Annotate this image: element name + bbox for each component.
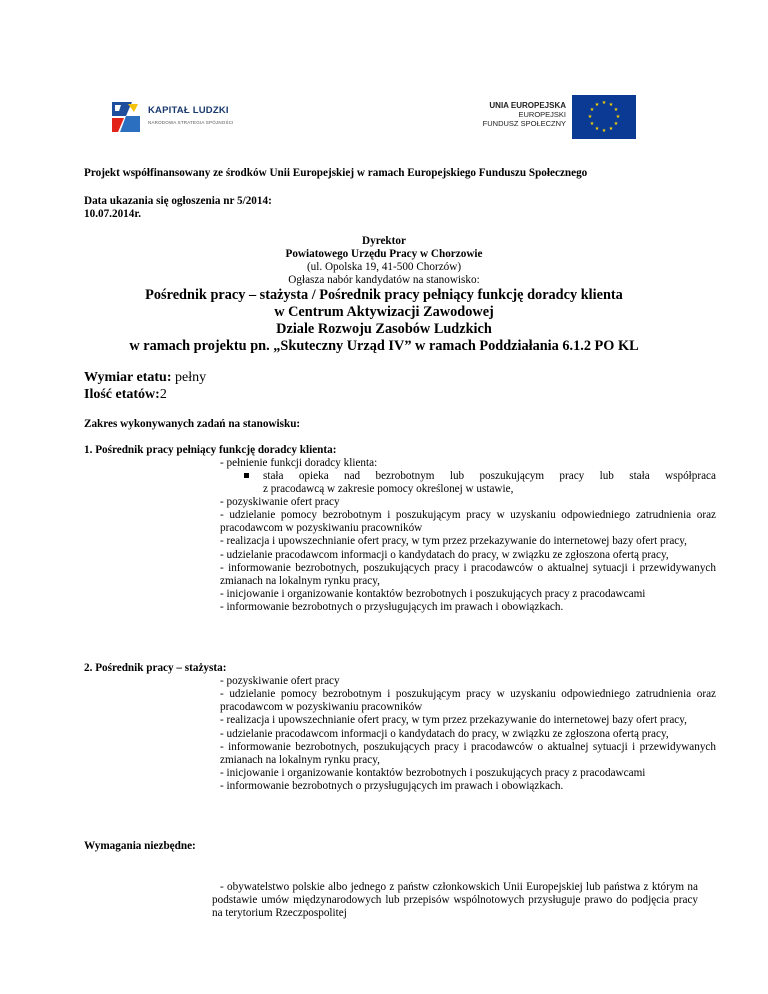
list-item: - udzielanie pomocy bezrobotnym i poszukującym pracy w uzyskaniu odpowiedniego zatrudnienia oraz pracodawcom w pozyskiwaniu pracowników bbox=[220, 688, 716, 714]
list-item: - udzielanie pracodawcom informacji o kandydatach do pracy, w związku ze zgłoszona ofertą pracy, bbox=[220, 727, 669, 740]
section1-item-offers: - pozyskiwanie ofert pracy bbox=[220, 496, 340, 508]
svg-text:★: ★ bbox=[589, 121, 595, 127]
svg-text:★: ★ bbox=[601, 128, 607, 134]
section1-subitem-line2: z pracodawcą w zakresie pomocy określonej w ustawie, bbox=[263, 483, 514, 495]
list-item: - inicjowanie i organizowanie kontaktów bezrobotnych i poszukujących pracy z pracodawcami bbox=[220, 767, 646, 780]
eu-logo-text bbox=[483, 101, 566, 128]
svg-text:★: ★ bbox=[589, 107, 595, 113]
square-bullet-icon bbox=[244, 473, 249, 478]
position-title-line4: w ramach projektu pn. „Skuteczny Urząd IV” w ramach Poddziałania 6.1.2 PO KL bbox=[129, 338, 639, 354]
position-title-line1: Pośrednik pracy – stażysta / Pośrednik pracy pełniący funkcję doradcy klienta bbox=[145, 287, 623, 303]
svg-text:★: ★ bbox=[613, 107, 619, 113]
list-item: - informowanie bezrobotnych, poszukujących pracy i pracodawców o aktualnej sytuacji i przewidywanych zmianach na lokalnym rynku pracy, bbox=[220, 740, 716, 767]
employment-size-label: Wymiar etatu: bbox=[84, 370, 172, 385]
section1-subitem-line1: stała opieka nad bezrobotnym lub poszukującym pracy lub stała współpraca bbox=[263, 470, 716, 482]
requirements-heading: Wymagania niezbędne: bbox=[84, 840, 196, 852]
office-director: Dyrektor bbox=[362, 235, 406, 247]
office-address: (ul. Opolska 19, 41-500 Chorzów) bbox=[306, 261, 462, 273]
position-title-line3: Dziale Rozwoju Zasobów Ludzkich bbox=[276, 321, 492, 337]
employment-count bbox=[84, 387, 167, 403]
eu-flag-icon bbox=[572, 95, 636, 139]
svg-text:★: ★ bbox=[594, 126, 600, 132]
svg-text:★: ★ bbox=[608, 102, 614, 108]
section1-item-advisor: - pełnienie funkcji doradcy klienta: bbox=[220, 457, 378, 469]
kapital-ludzki-logo bbox=[110, 100, 260, 136]
section2-title: 2. Pośrednik pracy – stażysta: bbox=[84, 662, 227, 674]
office-announcement: Ogłasza nabór kandydatów na stanowisko: bbox=[288, 274, 480, 286]
list-item: - udzielanie pomocy bezrobotnym i poszukującym pracy w uzyskaniu odpowiedniego zatrudnienia oraz pracodawcom w pozyskiwaniu pracowników bbox=[220, 509, 716, 535]
employment-size bbox=[84, 370, 206, 386]
kapital-ludzki-emblem-icon bbox=[110, 100, 142, 134]
tasks-heading: Zakres wykonywanych zadań na stanowisku: bbox=[84, 418, 301, 430]
requirements-item-citizenship: - obywatelstwo polskie albo jednego z państw członkowskich Unii Europejskiej lub państwa z którym na podstawie umów międzynarodowych lub przepisów wspólnotowych przysługuje prawo do podjęcia pracy na terytorium Rzeczpospolitej bbox=[212, 881, 698, 920]
list-item: - udzielanie pracodawcom informacji o kandydatach do pracy, w związku ze zgłoszona ofertą pracy, bbox=[220, 548, 669, 561]
employment-size-value: pełny bbox=[171, 370, 207, 385]
announcement-date-label: Data ukazania się ogłoszenia nr 5/2014: bbox=[84, 195, 272, 207]
list-item: - informowanie bezrobotnych o przysługujących im prawach i obowiązkach. bbox=[220, 601, 564, 614]
svg-text:★: ★ bbox=[613, 121, 619, 127]
list-item: - realizacja i upowszechnianie ofert pracy, w tym przez przekazywanie do internetowej bazy ofert pracy, bbox=[220, 714, 687, 727]
section2-list bbox=[220, 688, 716, 794]
list-item: - inicjowanie i organizowanie kontaktów bezrobotnych i poszukujących pracy z pracodawcami bbox=[220, 588, 646, 601]
employment-count-value: 2 bbox=[159, 387, 167, 402]
svg-text:★: ★ bbox=[608, 126, 614, 132]
section2-item-offers: - pozyskiwanie ofert pracy bbox=[220, 675, 340, 687]
svg-text:★: ★ bbox=[601, 100, 607, 106]
svg-text:★: ★ bbox=[615, 114, 621, 120]
section1-title: 1. Pośrednik pracy pełniący funkcję doradcy klienta: bbox=[84, 444, 337, 456]
announcement-date-value: 10.07.2014r. bbox=[84, 208, 142, 220]
position-title-line2: w Centrum Aktywizacji Zawodowej bbox=[274, 304, 494, 320]
cofinance-statement: Projekt współfinansowany ze środków Unii Europejskiej w ramach Europejskiego Funduszu Społecznego bbox=[84, 167, 588, 179]
kapital-ludzki-tagline: NARODOWA STRATEGIA SPÓJNOŚCI bbox=[148, 120, 234, 125]
eu-fund-logo bbox=[482, 95, 636, 139]
employment-count-label: Ilość etatów: bbox=[84, 387, 160, 402]
eu-logo-line2: EUROPEJSKI bbox=[518, 110, 566, 119]
eu-logo-line3: FUNDUSZ SPOŁECZNY bbox=[482, 119, 566, 128]
list-item: - informowanie bezrobotnych o przysługujących im prawach i obowiązkach. bbox=[220, 780, 564, 793]
kapital-ludzki-name: KAPITAŁ LUDZKI bbox=[148, 105, 229, 116]
svg-text:★: ★ bbox=[587, 114, 593, 120]
section1-list bbox=[220, 509, 716, 615]
svg-text:★: ★ bbox=[594, 102, 600, 108]
list-item: - realizacja i upowszechnianie ofert pracy, w tym przez przekazywanie do internetowej bazy ofert pracy, bbox=[220, 535, 687, 548]
eu-logo-line1: UNIA EUROPEJSKA bbox=[489, 101, 566, 110]
office-name: Powiatowego Urzędu Pracy w Chorzowie bbox=[285, 248, 483, 260]
list-item: - informowanie bezrobotnych, poszukujących pracy i pracodawców o aktualnej sytuacji i przewidywanych zmianach na lokalnym rynku pracy, bbox=[220, 561, 716, 588]
